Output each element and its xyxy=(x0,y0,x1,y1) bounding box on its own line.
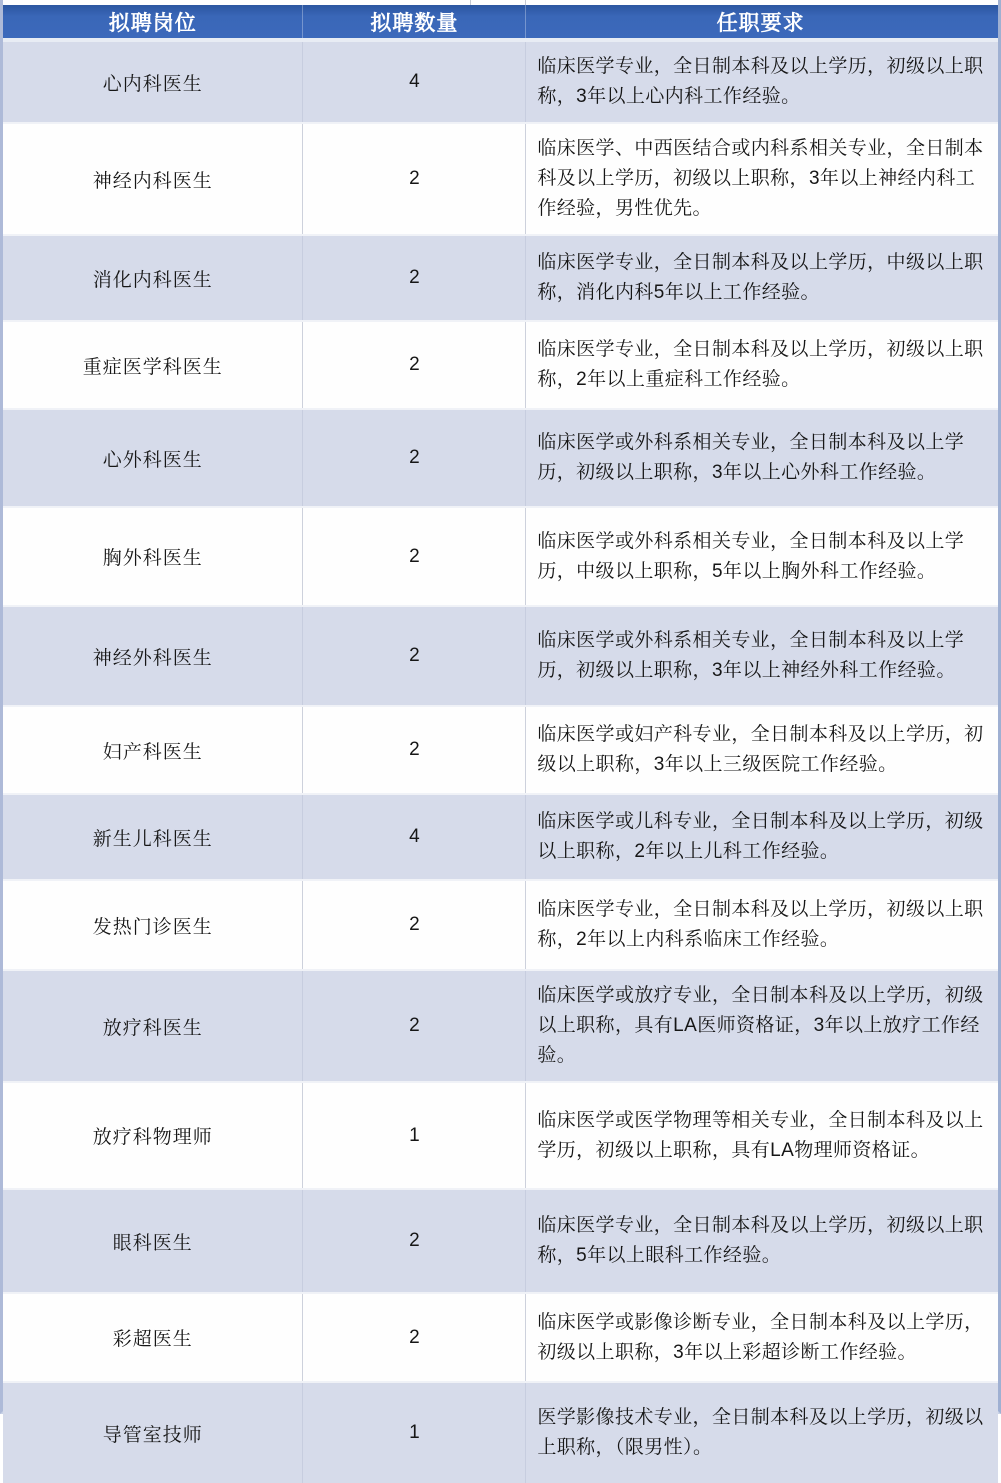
table-row xyxy=(3,124,998,236)
cell-position: 神经外科医生 xyxy=(3,607,303,705)
cell-count: 1 xyxy=(303,1383,526,1483)
table-row xyxy=(3,971,998,1083)
header-cell-requirement: 任职要求 xyxy=(716,11,805,35)
cell-position: 新生儿科医生 xyxy=(3,795,303,879)
cell-position: 心内科医生 xyxy=(3,42,303,122)
table-row xyxy=(3,1083,998,1190)
cell-position: 眼科医生 xyxy=(3,1190,303,1292)
cell-count: 2 xyxy=(303,236,526,320)
cell-count: 2 xyxy=(303,410,526,506)
cell-count: 4 xyxy=(303,795,526,879)
cell-count: 2 xyxy=(303,124,526,234)
cell-requirement: 临床医学、中西医结合或内科系相关专业，全日制本科及以上学历，初级以上职称，3年以上神经内科工作经验，男性优先。 xyxy=(537,138,984,219)
cell-count: 2 xyxy=(303,707,526,793)
cell-requirement: 临床医学或妇产科专业，全日制本科及以上学历，初级以上职称，3年以上三级医院工作经验。 xyxy=(537,724,984,775)
table-row xyxy=(3,42,998,124)
cell-requirement: 临床医学专业，全日制本科及以上学历，中级以上职称，消化内科5年以上工作经验。 xyxy=(537,252,984,303)
header-cell-count: 拟聘数量 xyxy=(303,5,526,38)
table-row xyxy=(3,322,998,410)
table-header xyxy=(3,5,998,42)
cell-count: 2 xyxy=(303,1294,526,1381)
table-row xyxy=(3,1294,998,1383)
table-row xyxy=(3,607,998,707)
cell-requirement: 临床医学或影像诊断专业，全日制本科及以上学历，初级以上职称，3年以上彩超诊断工作经验。 xyxy=(537,1311,984,1363)
table-row xyxy=(3,881,998,971)
table-row xyxy=(3,707,998,795)
cell-position: 重症医学科医生 xyxy=(3,322,303,408)
table-row xyxy=(3,795,998,881)
cell-count: 2 xyxy=(303,322,526,408)
cell-requirement: 医学影像技术专业，全日制本科及以上学历，初级以上职称，（限男性）。 xyxy=(537,1407,984,1458)
cell-requirement: 临床医学或儿科专业，全日制本科及以上学历，初级以上职称，2年以上儿科工作经验。 xyxy=(537,811,984,862)
cell-position: 心外科医生 xyxy=(3,410,303,506)
cell-count: 2 xyxy=(303,1190,526,1292)
cell-count: 4 xyxy=(303,42,526,122)
table-row xyxy=(3,1383,998,1483)
cell-position: 发热门诊医生 xyxy=(3,881,303,969)
cell-count: 2 xyxy=(303,607,526,705)
table-row xyxy=(3,410,998,508)
column-divider-mark xyxy=(470,0,471,5)
table-row xyxy=(3,508,998,607)
cell-position: 彩超医生 xyxy=(3,1294,303,1381)
cell-requirement: 临床医学专业，全日制本科及以上学历，初级以上职称，5年以上眼科工作经验。 xyxy=(537,1215,984,1266)
column-divider-mark xyxy=(525,0,526,5)
cell-position: 神经内科医生 xyxy=(3,124,303,234)
table-top-edge xyxy=(3,0,998,5)
table-row xyxy=(3,236,998,322)
cell-count: 2 xyxy=(303,971,526,1081)
cell-requirement: 临床医学专业，全日制本科及以上学历，初级以上职称，3年以上心内科工作经验。 xyxy=(537,56,984,107)
cell-position: 放疗科物理师 xyxy=(3,1083,303,1188)
cell-count: 1 xyxy=(303,1083,526,1188)
cell-count: 2 xyxy=(303,881,526,969)
table-row xyxy=(3,1190,998,1294)
header-cell-position: 拟聘岗位 xyxy=(3,5,303,38)
cell-requirement: 临床医学或医学物理等相关专业，全日制本科及以上学历，初级以上职称，具有LA物理师资格证。 xyxy=(537,1109,984,1161)
cell-position: 放疗科医生 xyxy=(3,971,303,1081)
cell-requirement: 临床医学专业，全日制本科及以上学历，初级以上职称，2年以上内科系临床工作经验。 xyxy=(537,899,984,950)
cell-count: 2 xyxy=(303,508,526,605)
cell-position: 妇产科医生 xyxy=(3,707,303,793)
cell-requirement: 临床医学或外科系相关专业，全日制本科及以上学历，中级以上职称，5年以上胸外科工作经验。 xyxy=(537,530,965,582)
cell-position: 导管室技师 xyxy=(3,1383,303,1483)
cell-position: 消化内科医生 xyxy=(3,236,303,320)
cell-requirement: 临床医学或外科系相关专业，全日制本科及以上学历，初级以上职称，3年以上心外科工作经验。 xyxy=(537,432,965,483)
cell-requirement: 临床医学或放疗专业，全日制本科及以上学历，初级以上职称，具有LA医师资格证，3年以上放疗工作经验。 xyxy=(537,985,984,1066)
cell-position: 胸外科医生 xyxy=(3,508,303,605)
cell-requirement: 临床医学或外科系相关专业，全日制本科及以上学历，初级以上职称，3年以上神经外科工作经验。 xyxy=(537,630,965,681)
cell-requirement: 临床医学专业，全日制本科及以上学历，初级以上职称，2年以上重症科工作经验。 xyxy=(537,339,984,390)
